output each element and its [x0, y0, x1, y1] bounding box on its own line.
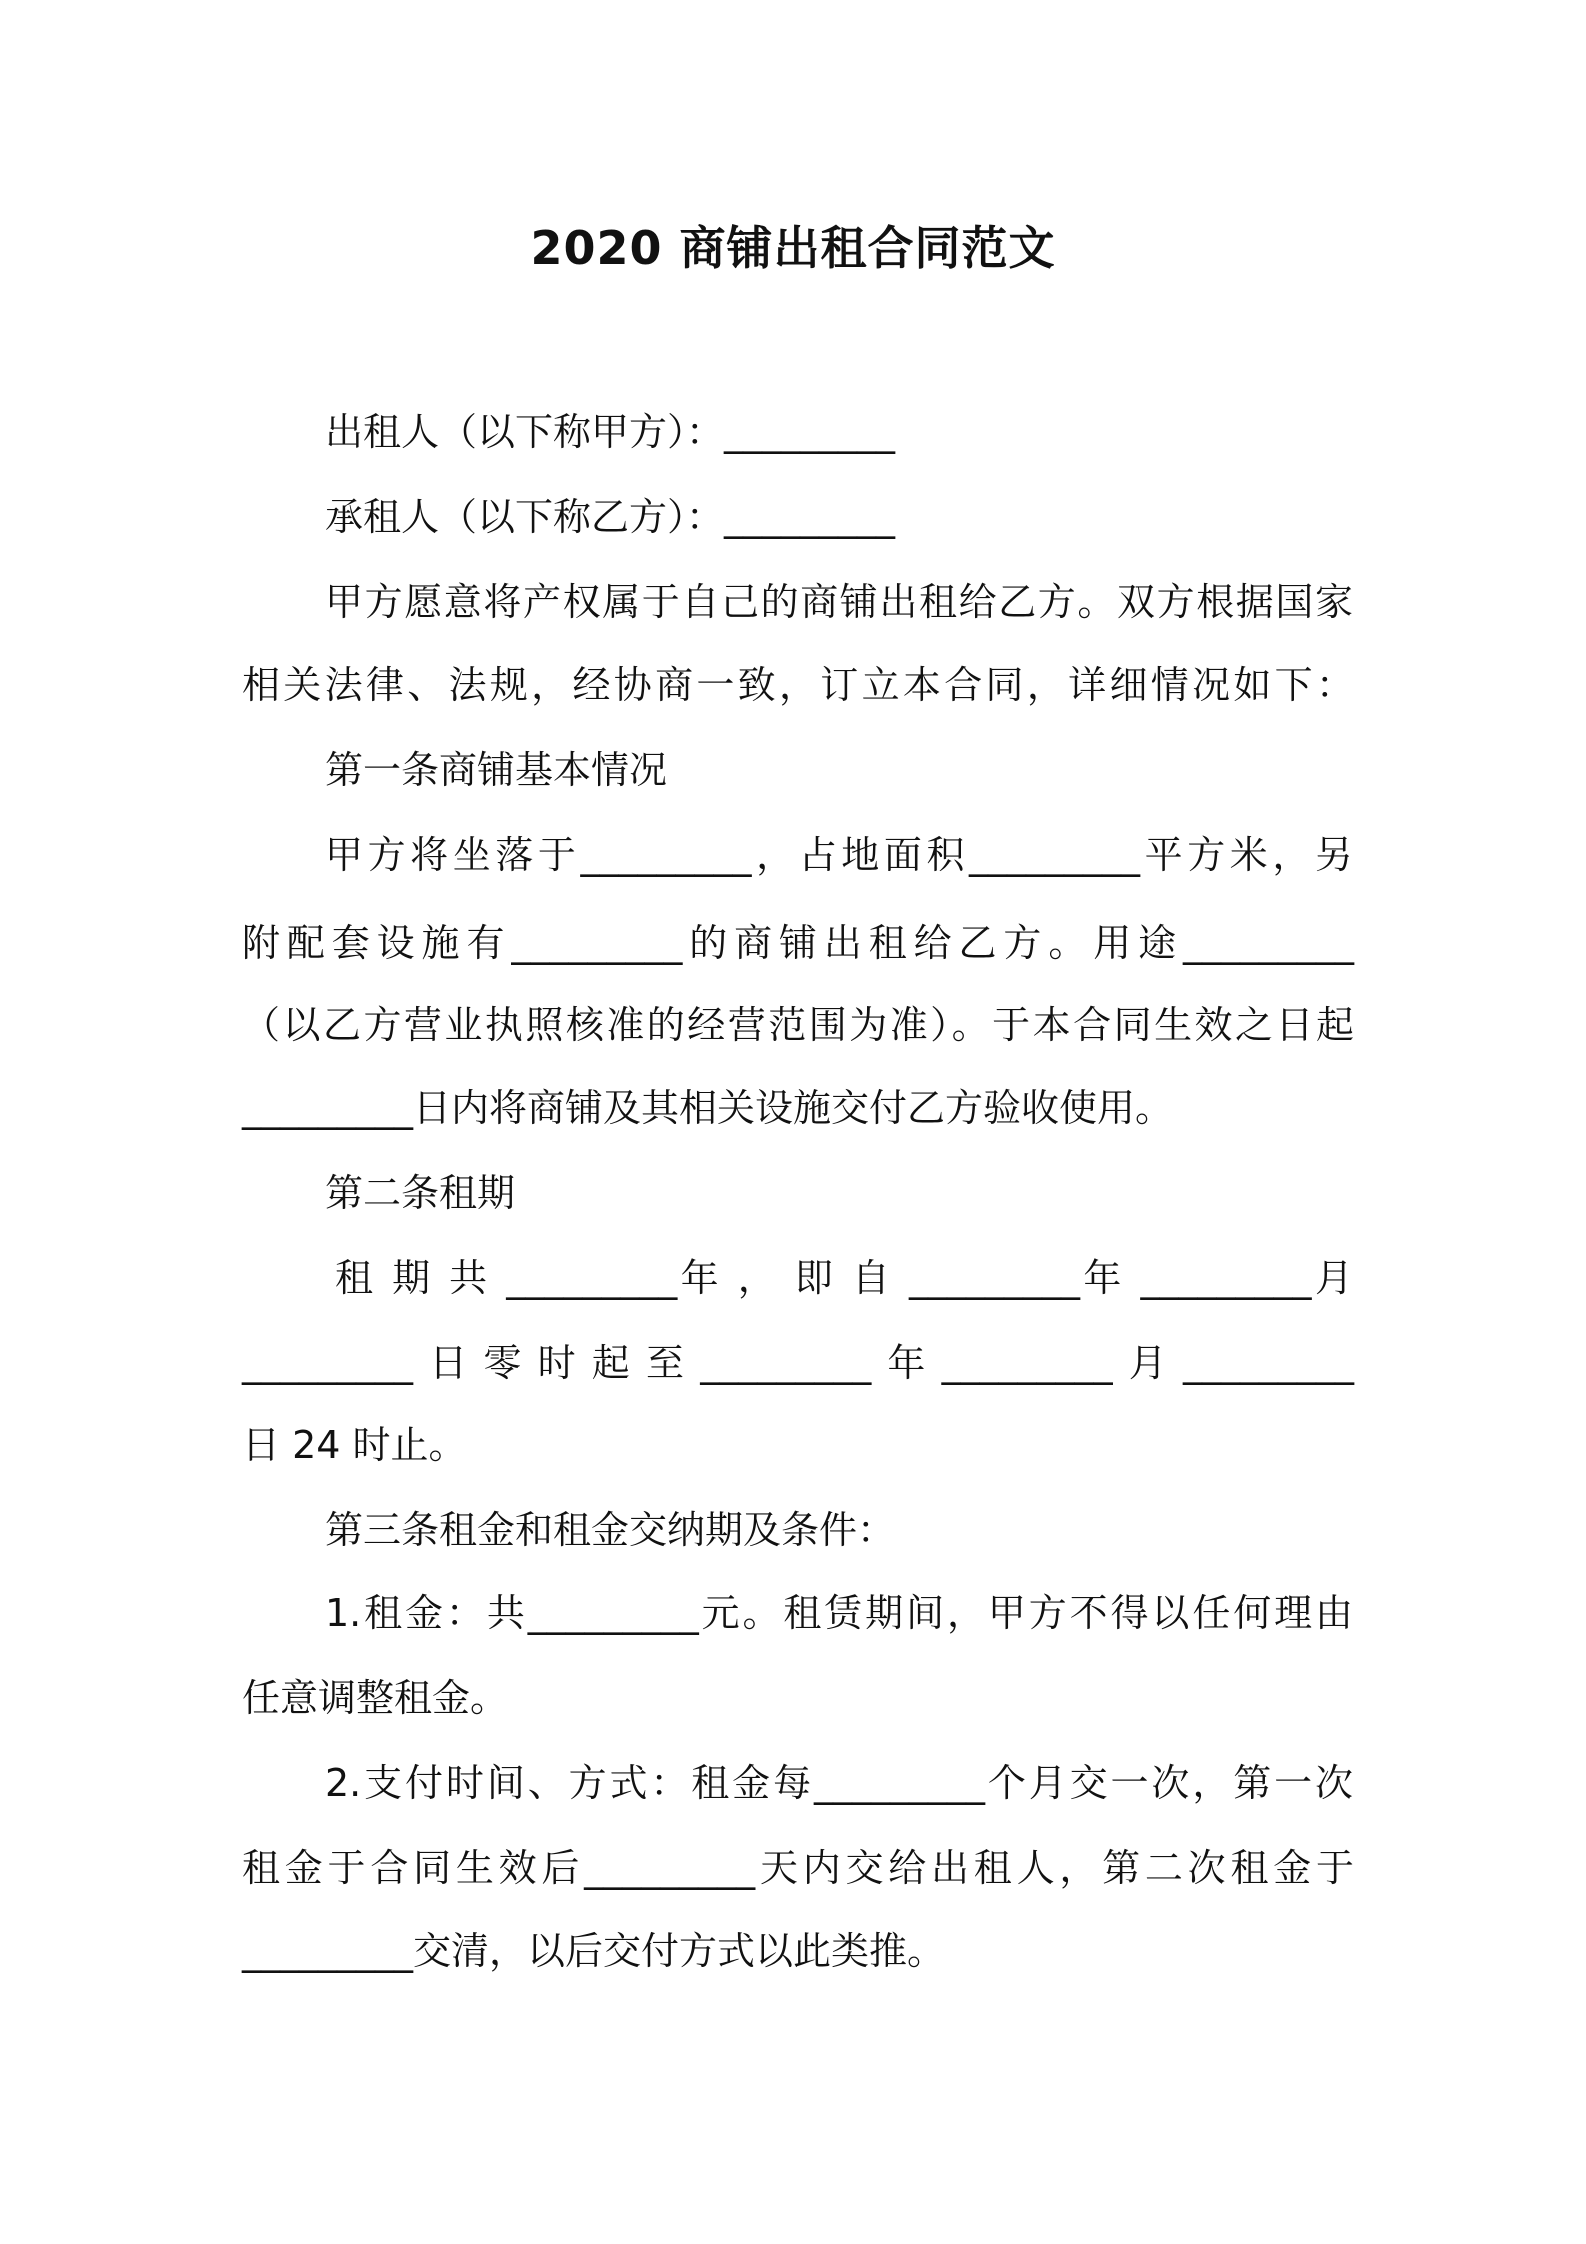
document-title: 2020 商铺出租合同范文: [530, 221, 1056, 275]
article1-line-4: _________日内将商铺及其相关设施交付乙方验收使用。: [242, 1086, 1174, 1130]
lessor-line: 出租人（以下称甲方）：_________: [325, 410, 896, 454]
payment-line-1: 2.支付时间、方式：租金每_________个月交一次，第一次: [325, 1761, 1353, 1805]
article3-heading: 第三条租金和租金交纳期及条件：: [325, 1508, 896, 1552]
payment-line-3: _________交清，以后交付方式以此类推。: [242, 1929, 946, 1973]
payment-line-2: 租金于合同生效后_________天内交给出租人，第二次租金于: [242, 1846, 1354, 1890]
intro-line-1: 甲方愿意将产权属于自己的商铺出租给乙方。双方根据国家: [325, 580, 1353, 624]
article2-line-2: _________日零时起至_________年_________月_________: [242, 1341, 1354, 1385]
article1-heading: 第一条商铺基本情况: [325, 748, 668, 792]
article2-line-1: 租 期 共 _________年 ， 即 自 _________年 _________月: [335, 1256, 1353, 1300]
article1-line-1: 甲方将坐落于_________，占地面积_________平方米，另: [325, 833, 1353, 877]
intro-line-2: 相关法律、法规，经协商一致，订立本合同，详细情况如下：: [242, 663, 1354, 707]
article2-line-3: 日 24 时止。: [242, 1423, 467, 1467]
article1-line-3: （以乙方营业执照核准的经营范围为准）。于本合同生效之日起: [242, 1003, 1354, 1047]
rent-line-1: 1.租金：共_________元。租赁期间，甲方不得以任何理由: [325, 1591, 1353, 1635]
article1-line-2: 附配套设施有_________的商铺出租给乙方。用途_________: [242, 921, 1354, 965]
lessee-line: 承租人（以下称乙方）：_________: [325, 495, 896, 539]
article2-heading: 第二条租期: [325, 1171, 516, 1215]
rent-line-2: 任意调整租金。: [242, 1676, 509, 1720]
